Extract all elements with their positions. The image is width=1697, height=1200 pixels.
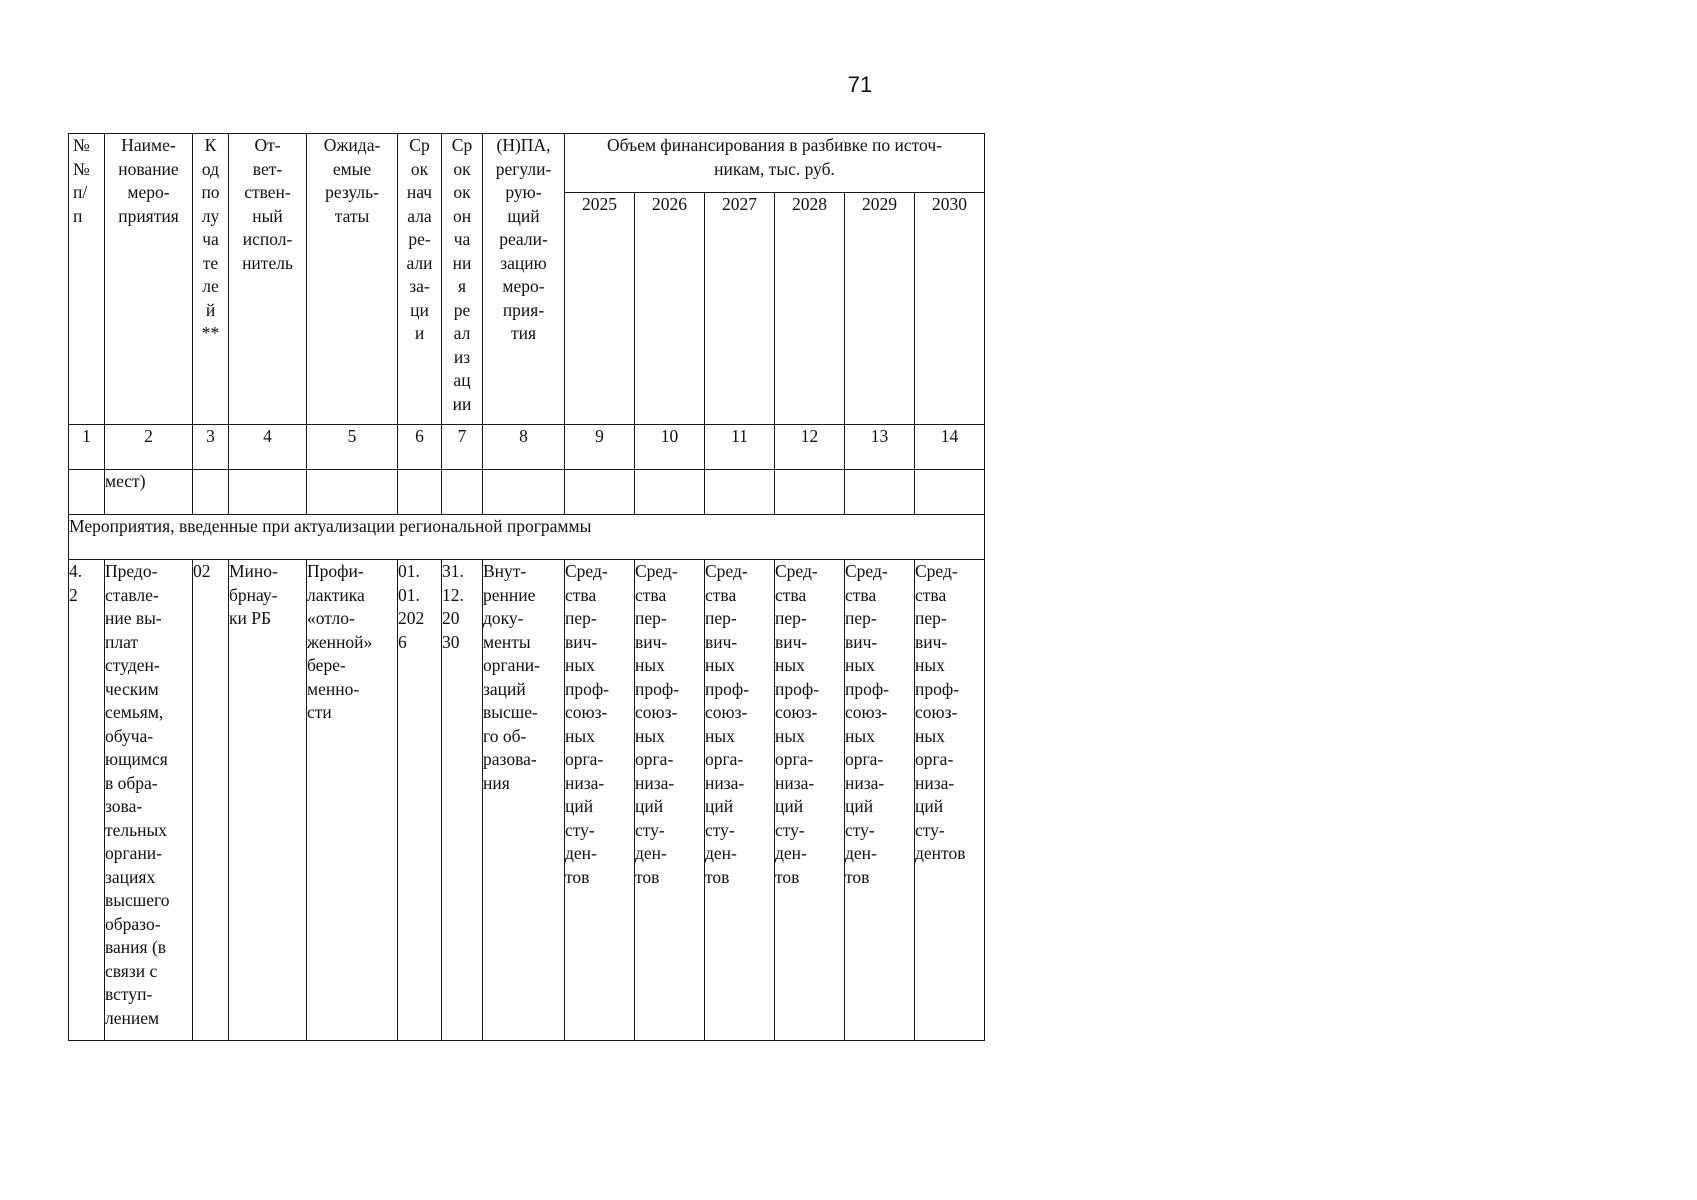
cell-empty <box>307 470 398 515</box>
column-number: 10 <box>635 425 705 470</box>
cell-empty <box>483 470 565 515</box>
cell-expected-results: Профи- лактика «отло- женной» бере- менно- сти <box>307 560 398 1041</box>
cell-end-date: 31. 12. 20 30 <box>442 560 483 1041</box>
section-row <box>69 515 985 560</box>
column-number: 14 <box>915 425 985 470</box>
column-number: 3 <box>193 425 229 470</box>
column-numbers-row <box>69 425 985 470</box>
column-number: 5 <box>307 425 398 470</box>
cell-financing-2026: Сред- ства пер- вич- ных проф- союз- ных орга- низа- ций сту- ден- тов <box>635 560 705 1041</box>
section-title: Мероприятия, введенные при актуализации региональной программы <box>69 515 985 560</box>
column-number: 4 <box>229 425 307 470</box>
table-row-4-2 <box>69 560 985 1041</box>
page-number: 71 <box>847 72 873 97</box>
cell-start-date: 01. 01. 202 6 <box>398 560 442 1041</box>
cell-financing-2029: Сред- ства пер- вич- ных проф- союз- ных орга- низа- ций сту- ден- тов <box>845 560 915 1041</box>
cell-empty <box>915 470 985 515</box>
cell-financing-2028: Сред- ства пер- вич- ных проф- союз- ных орга- низа- ций сту- ден- тов <box>775 560 845 1041</box>
column-number: 9 <box>565 425 635 470</box>
cell-activity-name: Предо- ставле- ние вы- плат студен- ческим семьям, обуча- ющимся в обра- зова- тельных органи- зациях высшего образо- вания (в связи с вступ- лением <box>105 560 193 1041</box>
cell-financing-2025: Сред- ства пер- вич- ных проф- союз- ных орга- низа- ций сту- ден- тов <box>565 560 635 1041</box>
continuation-row <box>69 470 985 515</box>
cell-empty <box>775 470 845 515</box>
header-executor: От- вет- ствен- ный испол- нитель <box>229 134 307 425</box>
column-number: 1 <box>69 425 105 470</box>
column-number: 12 <box>775 425 845 470</box>
header-year: 2028 <box>775 193 845 425</box>
cell-empty <box>442 470 483 515</box>
program-table <box>68 133 985 1041</box>
header-year: 2025 <box>565 193 635 425</box>
cell-empty <box>705 470 775 515</box>
cell-empty <box>229 470 307 515</box>
cell-activity-name-continued: мест) <box>105 470 193 515</box>
header-year: 2027 <box>705 193 775 425</box>
cell-number: 4. 2 <box>69 560 105 1041</box>
cell-executor: Мино- брнау- ки РБ <box>229 560 307 1041</box>
cell-empty <box>193 470 229 515</box>
header-activity-name: Наиме- нование меро- приятия <box>105 134 193 425</box>
header-recipient-code: К од по лу ча те ле й ** <box>193 134 229 425</box>
header-number: № № п/ п <box>69 134 105 425</box>
header-legal-act: (Н)ПА, регули- рую- щий реали- зацию меро- прия- тия <box>483 134 565 425</box>
header-year: 2030 <box>915 193 985 425</box>
cell-financing-2027: Сред- ства пер- вич- ных проф- союз- ных орга- низа- ций сту- ден- тов <box>705 560 775 1041</box>
header-row <box>69 134 985 193</box>
column-number: 8 <box>483 425 565 470</box>
column-number: 6 <box>398 425 442 470</box>
cell-empty <box>565 470 635 515</box>
cell-empty <box>69 470 105 515</box>
cell-recipient-code: 02 <box>193 560 229 1041</box>
header-start-date: Ср ок нач ала ре- али за- ци и <box>398 134 442 425</box>
cell-empty <box>635 470 705 515</box>
header-financing-title: Объем финансирования в разбивке по источ- никам, тыс. руб. <box>565 134 985 193</box>
header-year: 2026 <box>635 193 705 425</box>
column-number: 11 <box>705 425 775 470</box>
column-number: 13 <box>845 425 915 470</box>
cell-financing-2030: Сред- ства пер- вич- ных проф- союз- ных орга- низа- ций сту- дентов <box>915 560 985 1041</box>
cell-empty <box>398 470 442 515</box>
header-year: 2029 <box>845 193 915 425</box>
cell-legal-act: Внут- ренние доку- менты органи- заций высше- го об- разова- ния <box>483 560 565 1041</box>
cell-empty <box>845 470 915 515</box>
column-number: 2 <box>105 425 193 470</box>
header-end-date: Ср ок ок он ча ни я ре ал из ац ии <box>442 134 483 425</box>
column-number: 7 <box>442 425 483 470</box>
header-expected-results: Ожида- емые резуль- таты <box>307 134 398 425</box>
